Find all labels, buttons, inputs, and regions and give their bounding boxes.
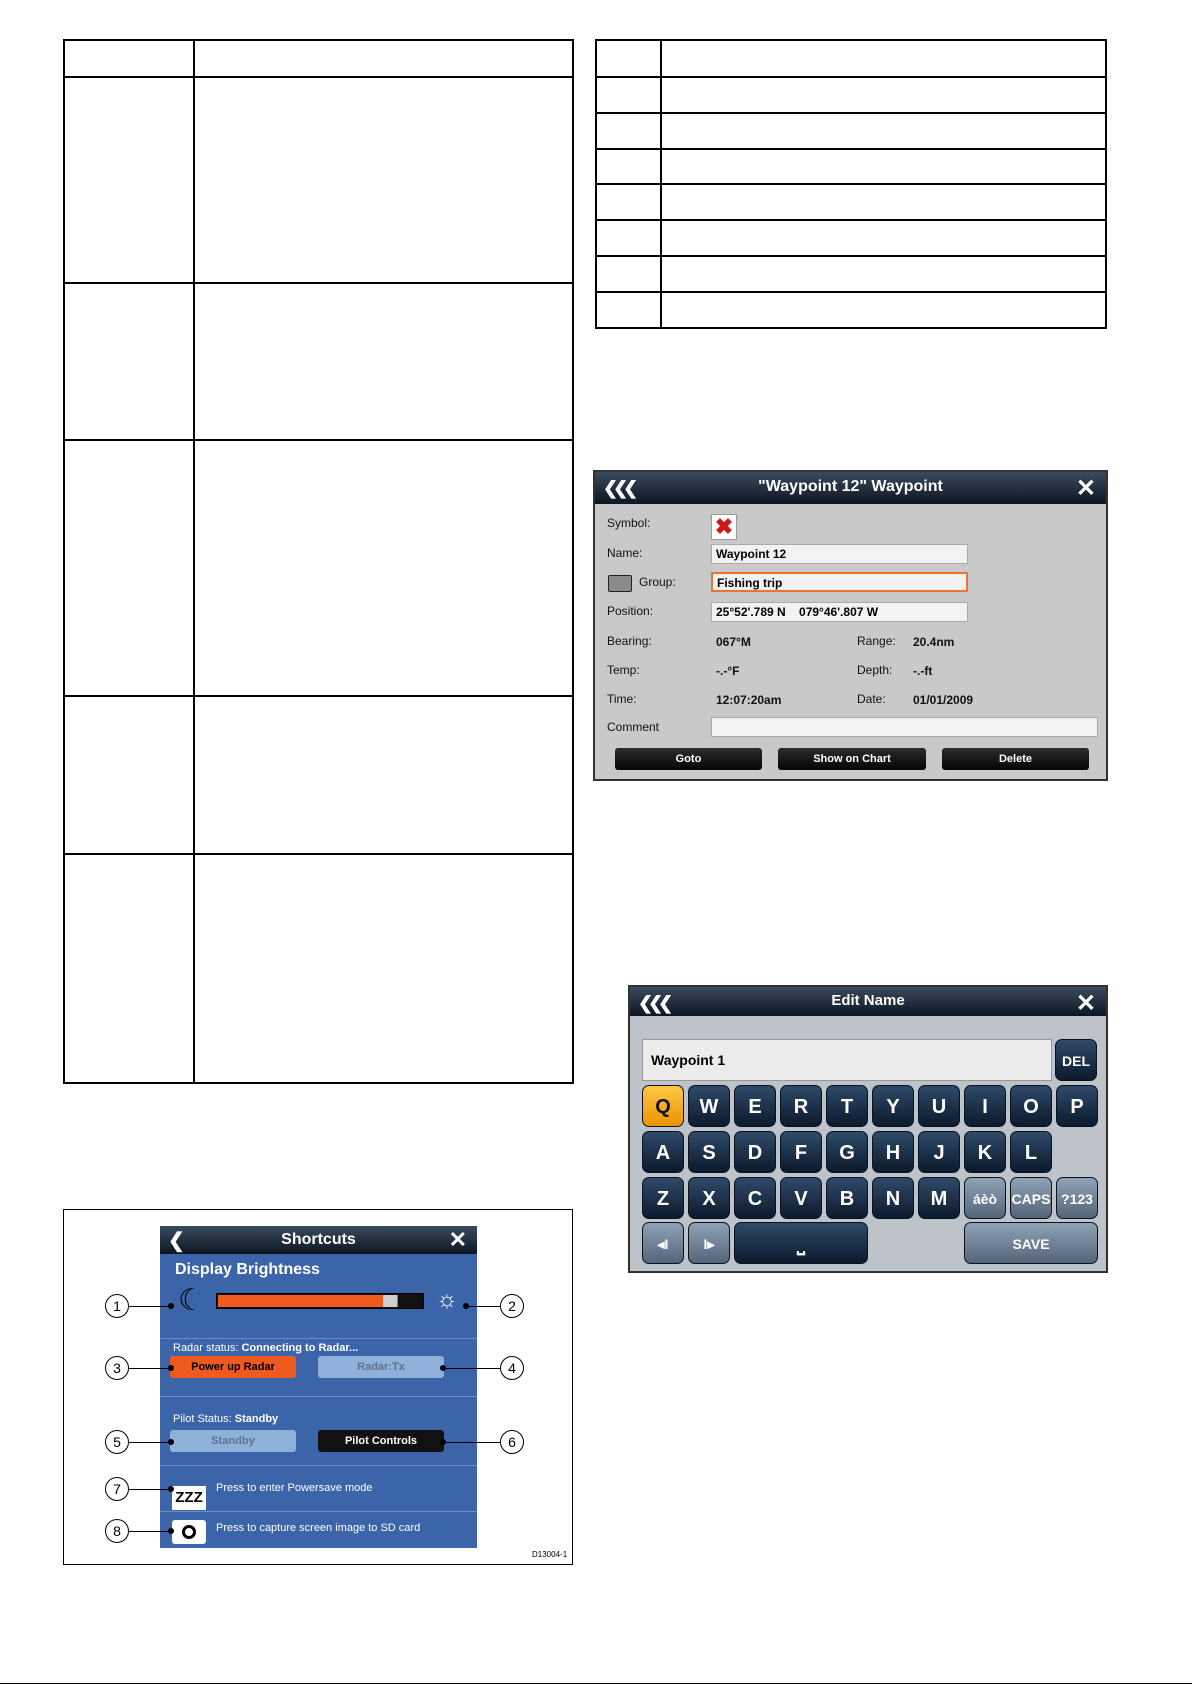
callout-7: 7	[105, 1477, 129, 1501]
table-row	[64, 77, 573, 283]
table-row	[64, 283, 573, 440]
callout-8: 8	[105, 1519, 129, 1543]
callout-4: 4	[500, 1356, 524, 1380]
edit-name-dialog	[628, 985, 1108, 1273]
key-b[interactable]: B	[826, 1177, 868, 1219]
table-header-row	[596, 40, 1106, 77]
close-icon[interactable]: ✕	[1075, 990, 1096, 1017]
dialog-titlebar	[595, 472, 1106, 504]
divider	[160, 1338, 477, 1339]
table-row	[596, 220, 1106, 256]
range-label: Range:	[857, 634, 896, 648]
shortcuts-title: Shortcuts	[281, 1231, 356, 1248]
shortcuts-panel	[160, 1226, 477, 1548]
key-c[interactable]: C	[734, 1177, 776, 1219]
table-row	[596, 256, 1106, 292]
key-s[interactable]: S	[688, 1131, 730, 1173]
position-field[interactable]: 25°52'.789 N 079°46'.807 W	[711, 602, 968, 622]
goto-button[interactable]: Goto	[615, 748, 762, 770]
temp-label: Temp:	[607, 663, 640, 677]
date-value: 01/01/2009	[913, 693, 974, 707]
pilot-controls-button[interactable]: Pilot Controls	[318, 1430, 444, 1452]
callout-3: 3	[105, 1356, 129, 1380]
callout-5: 5	[105, 1430, 129, 1454]
key-d[interactable]: D	[734, 1131, 776, 1173]
key-k[interactable]: K	[964, 1131, 1006, 1173]
pilot-status-value: Standby	[234, 1413, 279, 1425]
radar-status-value: Connecting to Radar...	[241, 1342, 359, 1354]
table-row	[596, 77, 1106, 113]
key-l[interactable]: L	[1010, 1131, 1052, 1173]
table-row	[64, 854, 573, 1083]
callout-2: 2	[500, 1294, 524, 1318]
camera-icon[interactable]	[172, 1520, 206, 1544]
figure-id: D13004-1	[532, 1550, 568, 1559]
key-p[interactable]: P	[1056, 1085, 1098, 1127]
key-f[interactable]: F	[780, 1131, 822, 1173]
brightness-handle[interactable]	[383, 1295, 397, 1307]
key-q[interactable]: Q	[642, 1085, 684, 1127]
footer-rule	[0, 1683, 1192, 1684]
symbol-label: Symbol:	[607, 516, 651, 530]
table-row	[596, 292, 1106, 328]
key-m[interactable]: M	[918, 1177, 960, 1219]
key-t[interactable]: T	[826, 1085, 868, 1127]
group-label: Group:	[639, 575, 676, 589]
divider	[160, 1511, 477, 1512]
display-brightness-heading: Display Brightness	[175, 1261, 320, 1278]
divider	[160, 1396, 477, 1397]
key-g[interactable]: G	[826, 1131, 868, 1173]
range-value: 20.4nm	[913, 635, 955, 649]
left-table	[63, 39, 574, 1084]
chevron-left-icon[interactable]: ❮	[168, 1230, 185, 1252]
key-y[interactable]: Y	[872, 1085, 914, 1127]
callout-1: 1	[105, 1294, 129, 1318]
key-e[interactable]: E	[734, 1085, 776, 1127]
table-row	[64, 440, 573, 696]
close-icon[interactable]: ✕	[448, 1227, 467, 1252]
powersave-text: Press to enter Powersave mode	[216, 1482, 373, 1494]
callout-6: 6	[500, 1430, 524, 1454]
pilot-status	[173, 1413, 278, 1425]
brightness-slider[interactable]	[216, 1293, 424, 1309]
group-field[interactable]: Fishing trip	[711, 572, 968, 592]
folder-icon	[608, 575, 632, 592]
bearing-value: 067°M	[716, 635, 751, 649]
sun-icon: ☼	[436, 1286, 458, 1313]
bearing-label: Bearing:	[607, 634, 652, 648]
waypoint-symbol-icon[interactable]: ✖	[711, 514, 737, 540]
key-r[interactable]: R	[780, 1085, 822, 1127]
moon-icon: ☾	[178, 1284, 205, 1317]
comment-label: Comment	[607, 720, 660, 734]
right-table	[595, 39, 1107, 329]
key-j[interactable]: J	[918, 1131, 960, 1173]
key-o[interactable]: O	[1010, 1085, 1052, 1127]
key-n[interactable]: N	[872, 1177, 914, 1219]
delete-button[interactable]: Delete	[942, 748, 1089, 770]
key-z[interactable]: Z	[642, 1177, 684, 1219]
divider	[160, 1465, 477, 1466]
space-key[interactable]: ⎵	[734, 1222, 868, 1264]
key-h[interactable]: H	[872, 1131, 914, 1173]
key-x[interactable]: X	[688, 1177, 730, 1219]
key-a[interactable]: A	[642, 1131, 684, 1173]
table-row	[596, 113, 1106, 149]
save-key[interactable]: SAVE	[964, 1222, 1098, 1264]
powersave-zzz-icon[interactable]: ZZZ	[172, 1486, 206, 1510]
waypoint-dialog	[593, 470, 1108, 781]
cursor-left-key[interactable]: ◂I	[642, 1222, 684, 1264]
comment-field[interactable]	[711, 717, 1098, 737]
capture-text: Press to capture screen image to SD card	[216, 1522, 421, 1534]
key-w[interactable]: W	[688, 1085, 730, 1127]
depth-label: Depth:	[857, 663, 893, 677]
table-row	[596, 149, 1106, 184]
cursor-right-key[interactable]: I▸	[688, 1222, 730, 1264]
power-up-radar-button[interactable]: Power up Radar	[170, 1356, 296, 1378]
depth-value: -.-ft	[913, 664, 933, 678]
show-on-chart-button[interactable]: Show on Chart	[778, 748, 926, 770]
accents-key[interactable]: áèò	[964, 1177, 1006, 1219]
time-value: 12:07:20am	[716, 693, 782, 707]
table-row	[64, 696, 573, 854]
dialog-titlebar	[630, 987, 1106, 1016]
table-row	[596, 184, 1106, 220]
standby-button[interactable]: Standby	[170, 1430, 296, 1452]
close-icon[interactable]: ✕	[1075, 475, 1096, 502]
temp-value: -.-°F	[716, 664, 740, 678]
numeric-key[interactable]: ?123	[1056, 1177, 1098, 1219]
radar-status-label: Radar status:	[173, 1342, 239, 1354]
name-input[interactable]: Waypoint 1	[642, 1039, 1052, 1081]
key-u[interactable]: U	[918, 1085, 960, 1127]
name-field[interactable]: Waypoint 12	[711, 544, 968, 564]
shortcuts-titlebar	[160, 1226, 477, 1254]
name-label: Name:	[607, 546, 643, 560]
triple-chevron-left-icon[interactable]: ❮❮❮	[638, 993, 669, 1013]
table-header-row	[64, 40, 573, 77]
pilot-status-label: Pilot Status:	[173, 1413, 232, 1425]
dialog-title: Edit Name	[831, 992, 905, 1009]
key-i[interactable]: I	[964, 1085, 1006, 1127]
dialog-title: "Waypoint 12" Waypoint	[758, 478, 943, 495]
radar-tx-button[interactable]: Radar:Tx	[318, 1356, 444, 1378]
key-v[interactable]: V	[780, 1177, 822, 1219]
position-label: Position:	[607, 604, 654, 618]
brightness-fill	[218, 1295, 398, 1307]
radar-status	[173, 1342, 358, 1354]
date-label: Date:	[857, 692, 886, 706]
delete-key[interactable]: DEL	[1055, 1039, 1097, 1081]
caps-key[interactable]: CAPS	[1010, 1177, 1052, 1219]
triple-chevron-left-icon[interactable]: ❮❮❮	[603, 478, 634, 498]
time-label: Time:	[607, 692, 637, 706]
